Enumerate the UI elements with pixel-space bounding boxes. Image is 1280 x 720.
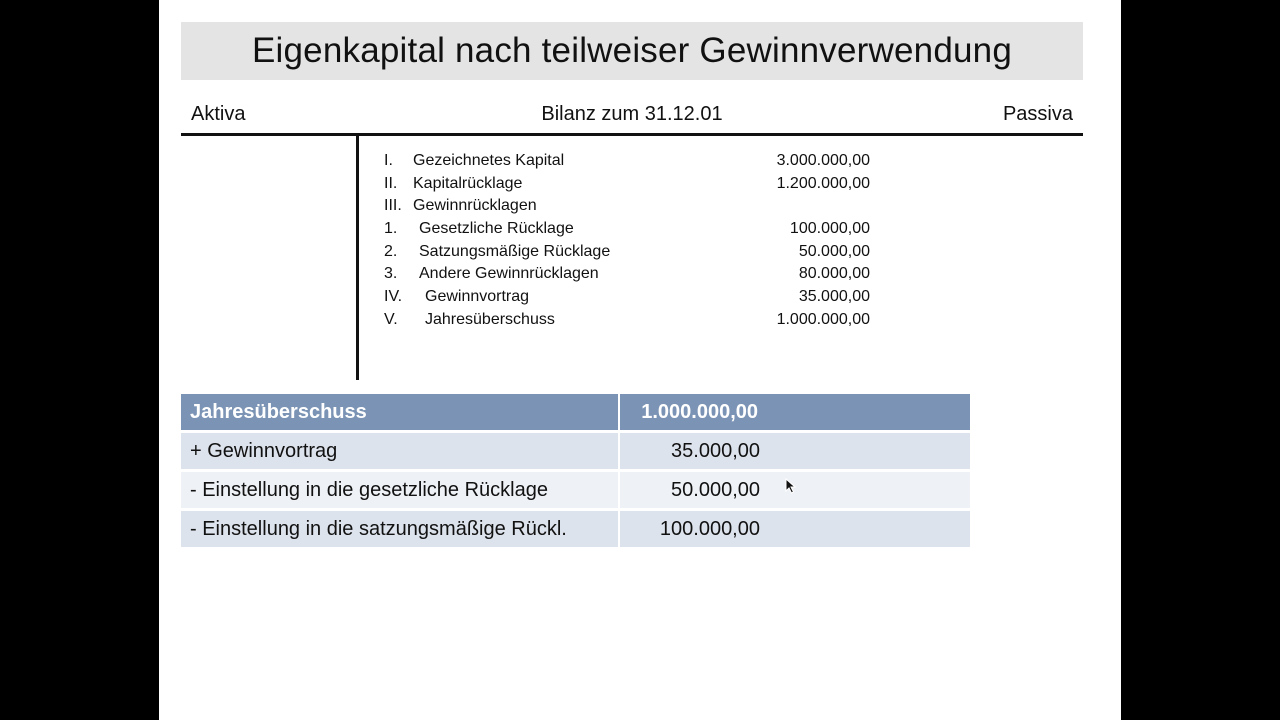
table-row-value: 50.000,00 [671, 478, 760, 501]
passiva-item-label: Gezeichnetes Kapital [413, 152, 565, 169]
passiva-item-label: Gewinnrücklagen [413, 197, 537, 215]
table-row-label: - Einstellung in die satzungsmäßige Rückl. [181, 511, 618, 547]
passiva-item-number: 2. [384, 242, 398, 260]
passiva-label: Passiva [1002, 103, 1073, 125]
passiva-item-number: 3. [384, 265, 398, 283]
passiva-item [384, 241, 874, 264]
slide [159, 0, 1121, 720]
passiva-item-number: I. [384, 152, 393, 169]
passiva-item-value: 50.000,00 [798, 242, 870, 260]
table-row-label: - Einstellung in die gesetzliche Rücklage [181, 472, 618, 508]
calculation-table [181, 394, 970, 550]
table-row-value-cell [620, 433, 970, 469]
passiva-item [384, 286, 874, 309]
passiva-item [384, 173, 874, 196]
passiva-item-value: 35.000,00 [798, 288, 870, 306]
passiva-item-number: II. [384, 174, 398, 192]
passiva-item-number: V. [384, 310, 398, 328]
table-row-value: 100.000,00 [659, 517, 760, 540]
passiva-item-value: 1.000.000,00 [776, 310, 870, 328]
passiva-item-number: IV. [384, 288, 403, 306]
table-row-value-cell [620, 511, 970, 547]
mouse-pointer-icon [785, 478, 797, 494]
passiva-item-label: Gewinnvortrag [425, 288, 530, 306]
table-header-value-cell [620, 394, 970, 430]
table-header-row [181, 394, 970, 430]
passiva-item [384, 195, 874, 218]
passiva-item-number: III. [384, 197, 402, 215]
table-row [181, 472, 970, 508]
slide-title: Eigenkapital nach teilweiser Gewinnverwendung [252, 31, 1012, 70]
table-row-value: 35.000,00 [671, 439, 760, 462]
title-bar [181, 22, 1083, 80]
table-row [181, 433, 970, 469]
table-header-value: 1.000.000,00 [641, 400, 758, 423]
table-header-label: Jahresüberschuss [181, 394, 618, 430]
passiva-item-value: 80.000,00 [798, 265, 870, 283]
passiva-item-value: 3.000.000,00 [776, 152, 870, 169]
table-row-label: + Gewinnvortrag [181, 433, 618, 469]
passiva-item [384, 150, 874, 173]
passiva-item-number: 1. [384, 220, 398, 238]
passiva-item-label: Andere Gewinnrücklagen [419, 265, 599, 283]
passiva-item-label: Gesetzliche Rücklage [419, 220, 574, 238]
t-account-vertical-line [356, 133, 359, 380]
balance-sheet-header [181, 103, 1083, 131]
table-row [181, 511, 970, 547]
passiva-list [384, 150, 874, 332]
passiva-item-label: Kapitalrücklage [413, 174, 523, 192]
passiva-item-value: 1.200.000,00 [776, 174, 870, 192]
passiva-item-label: Jahresüberschuss [425, 310, 555, 328]
t-account-horizontal-line [181, 133, 1083, 136]
passiva-item [384, 263, 874, 286]
aktiva-label: Aktiva [191, 103, 246, 125]
passiva-item [384, 218, 874, 241]
passiva-item-value: 100.000,00 [789, 220, 870, 238]
balance-sheet-title: Bilanz zum 31.12.01 [541, 103, 723, 125]
passiva-item [384, 309, 874, 332]
passiva-item-label: Satzungsmäßige Rücklage [419, 242, 611, 260]
